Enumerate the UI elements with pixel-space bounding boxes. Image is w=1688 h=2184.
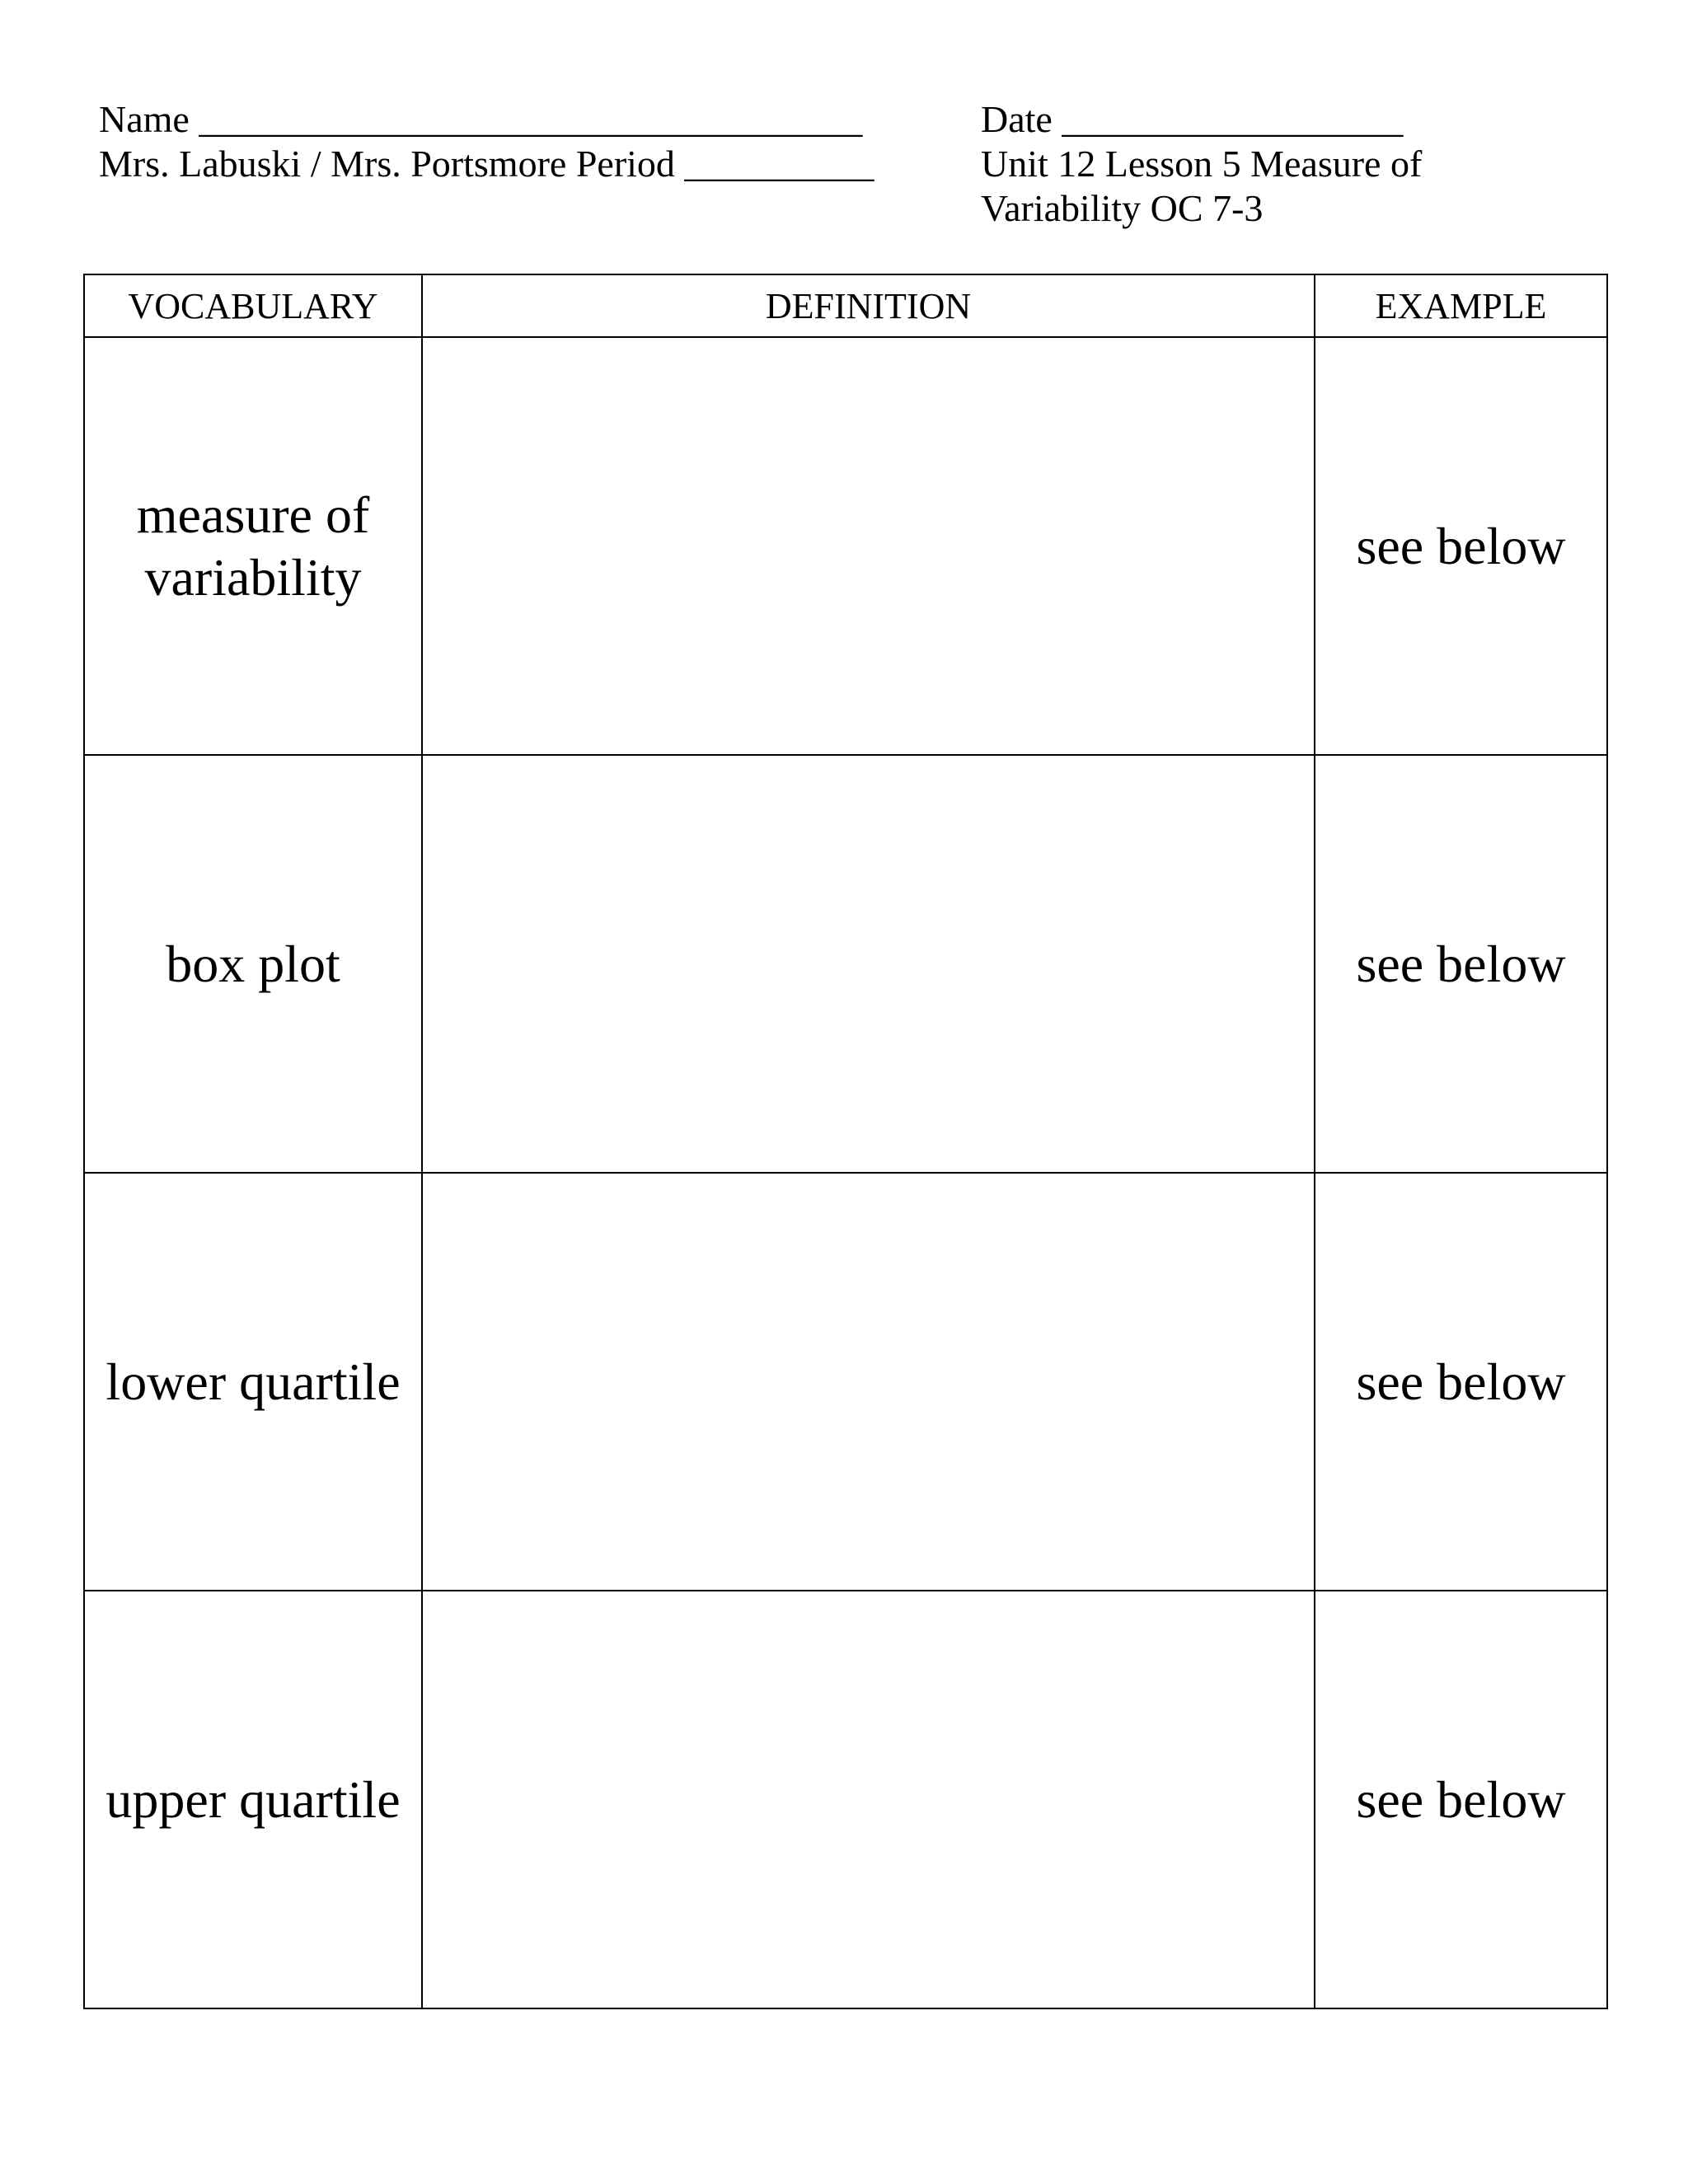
vocab-term-line: measure of <box>136 485 370 544</box>
table-row <box>84 1173 1607 1591</box>
example-cell: see below <box>1315 337 1607 755</box>
definition-cell[interactable] <box>422 755 1315 1173</box>
vocab-term-line: variability <box>144 547 362 607</box>
date-line[interactable]: Date __________________ <box>981 98 1404 140</box>
lesson-title-line-1: Unit 12 Lesson 5 Measure of <box>981 143 1423 185</box>
table-row <box>84 755 1607 1173</box>
table-row <box>84 1591 1607 2008</box>
vocab-term-line: box plot <box>166 934 340 993</box>
vocab-term-cell <box>84 337 422 755</box>
column-header-definition: DEFINITION <box>422 274 1315 337</box>
name-line[interactable]: Name ___________________________________ <box>99 98 863 140</box>
example-cell: see below <box>1315 755 1607 1173</box>
vocab-term-cell <box>84 1591 422 2008</box>
vocab-term-cell <box>84 1173 422 1591</box>
table-row <box>84 337 1607 755</box>
column-header-example: EXAMPLE <box>1315 274 1607 337</box>
vocab-term-cell <box>84 755 422 1173</box>
vocabulary-table <box>83 274 1608 2009</box>
example-cell: see below <box>1315 1173 1607 1591</box>
definition-cell[interactable] <box>422 337 1315 755</box>
header-right <box>981 97 1492 231</box>
vocab-term-line: upper quartile <box>106 1769 401 1829</box>
table-header-row <box>84 274 1607 337</box>
example-cell: see below <box>1315 1591 1607 2008</box>
definition-cell[interactable] <box>422 1591 1315 2008</box>
vocab-term-line: lower quartile <box>106 1352 401 1411</box>
column-header-vocabulary: VOCABULARY <box>84 274 422 337</box>
definition-cell[interactable] <box>422 1173 1315 1591</box>
teacher-period-line[interactable]: Mrs. Labuski / Mrs. Portsmore Period __________ <box>99 143 874 185</box>
lesson-title-line-2: Variability OC 7-3 <box>981 187 1264 229</box>
header-left <box>99 97 874 186</box>
